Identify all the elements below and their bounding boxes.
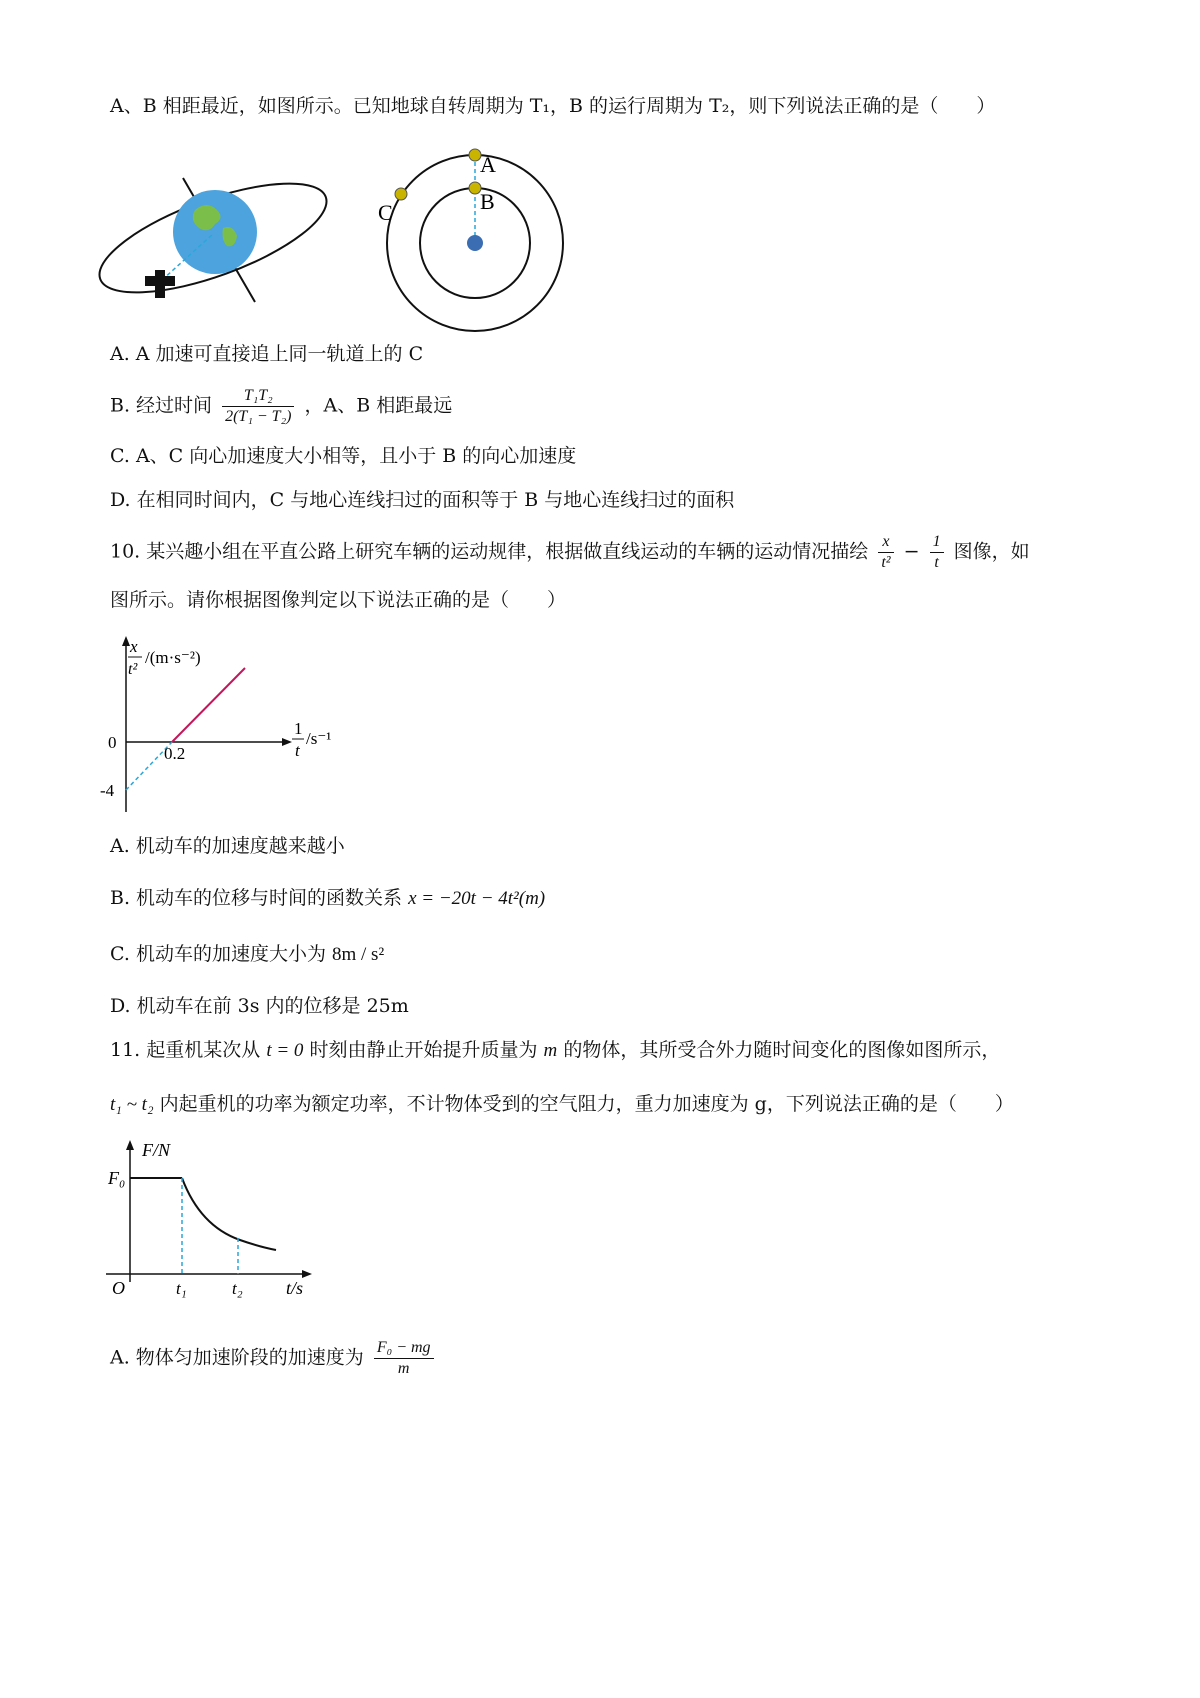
q9-option-b-suffix: ，A、B 相距最远 [304,394,453,417]
q10-option-a: A. 机动车的加速度越来越小 [110,835,345,857]
q10-y-den: t² [128,661,138,678]
q10-frac1-den: t² [881,554,891,571]
q11-stem-math: t = 0 [266,1040,304,1061]
q10-x-tick: 0.2 [164,744,186,763]
q11-stem-b: 时刻由静止开始提升质量为 [309,1039,538,1061]
q10-option-c-prefix: C. 机动车的加速度大小为 [110,943,326,965]
q10-option-b-math: x = −20t − 4t²(m) [408,888,546,909]
q10-solid-line [172,668,245,742]
q9-orbit-figure [360,148,580,338]
q9-option-b-den: 2(T₁ − T₂) [225,408,292,425]
q9-option-b-prefix: B. 经过时间 [110,394,213,417]
q9-option-d: D. 在相同时间内，C 与地心连线扫过的面积等于 B 与地心连线扫过的面积 [110,489,735,511]
q11-option-a-den: m [397,1360,410,1377]
q11-x-label: t/s [286,1278,304,1298]
q11-graph [100,1134,340,1304]
q9-earth-figure [95,160,365,320]
q10-dash: − [903,540,920,563]
q11-option-a-prefix: A. 物体匀加速阶段的加速度为 [110,1346,364,1369]
q11-stem-a: 11. 起重机某次从 [110,1039,261,1061]
q10-option-b-prefix: B. 机动车的位移与时间的函数关系 [110,887,403,909]
q11-stem-rest: 内起重机的功率为额定功率，不计物体受到的空气阻力，重力加速度为 g，下列说法正确的是（ ） [159,1093,1014,1115]
q10-stem-line1 [110,532,1030,573]
q11-t2: t₂ [232,1279,243,1298]
q10-stem-b: 图像，如 [953,540,1030,563]
q9-option-c: C. A、C 向心加速度大小相等，且小于 B 的向心加速度 [110,445,577,467]
q10-frac2 [930,532,944,573]
q10-option-c-math: 8m / s² [332,944,385,965]
q10-y-tick: -4 [100,781,115,800]
q10-stem-line2: 图所示。请你根据图像判定以下说法正确的是（ ） [110,589,567,611]
q10-graph [100,630,360,830]
q11-option-a [110,1338,438,1379]
q10-frac2-den: t [934,554,939,571]
q10-x-den: t [295,741,300,760]
q11-t1: t₁ [176,1279,187,1298]
q10-frac1-num: x [878,532,893,553]
earth-globe [173,190,257,274]
q11-option-a-num: F₀ − mg [374,1338,434,1359]
q10-option-c [110,940,384,969]
q11-option-a-fraction [374,1338,434,1379]
label-c: C [378,200,393,225]
q11-origin: O [112,1278,125,1298]
q10-y-unit: /(m·s⁻²) [145,648,201,667]
earth-icon [467,235,483,251]
q10-x-num: 1 [294,719,303,738]
q11-stem-line1 [110,1036,1000,1065]
q9-option-b-num: T₁T₂ [222,386,294,407]
label-a: A [480,152,496,177]
q10-option-b [110,884,545,913]
q10-origin: 0 [108,733,117,752]
satellite-c [395,188,407,200]
q10-x-unit: /s⁻¹ [306,729,332,748]
q10-stem-a: 10. 某兴趣小组在平直公路上研究车辆的运动规律，根据做直线运动的车辆的运动情况描绘 [110,540,869,563]
q9-option-b [110,386,452,427]
q9-option-a: A. A 加速可直接追上同一轨道上的 C [110,343,424,365]
q10-option-d: D. 机动车在前 3s 内的位移是 25m [110,995,409,1017]
q11-decay-curve [182,1178,276,1250]
q11-stem-m: m [543,1040,558,1061]
q11-f0: F₀ [108,1168,126,1188]
q9-stem: A、B 相距最近，如图所示。已知地球自转周期为 T₁，B 的运行周期为 T₂，则下列说法正确的是（ ） [110,95,996,117]
q11-stem-line2 [110,1090,1014,1119]
q9-option-b-fraction [222,386,294,427]
q10-y-num: x [130,637,138,656]
q11-stem-c: 的物体，其所受合外力随时间变化的图像如图所示， [563,1039,1001,1061]
q10-frac2-num: 1 [930,532,944,553]
label-b: B [480,189,495,214]
q10-frac1 [878,532,893,573]
q11-stem-t-range: t₁ ~ t₂ [110,1094,154,1115]
q11-y-label: F/N [142,1140,171,1160]
